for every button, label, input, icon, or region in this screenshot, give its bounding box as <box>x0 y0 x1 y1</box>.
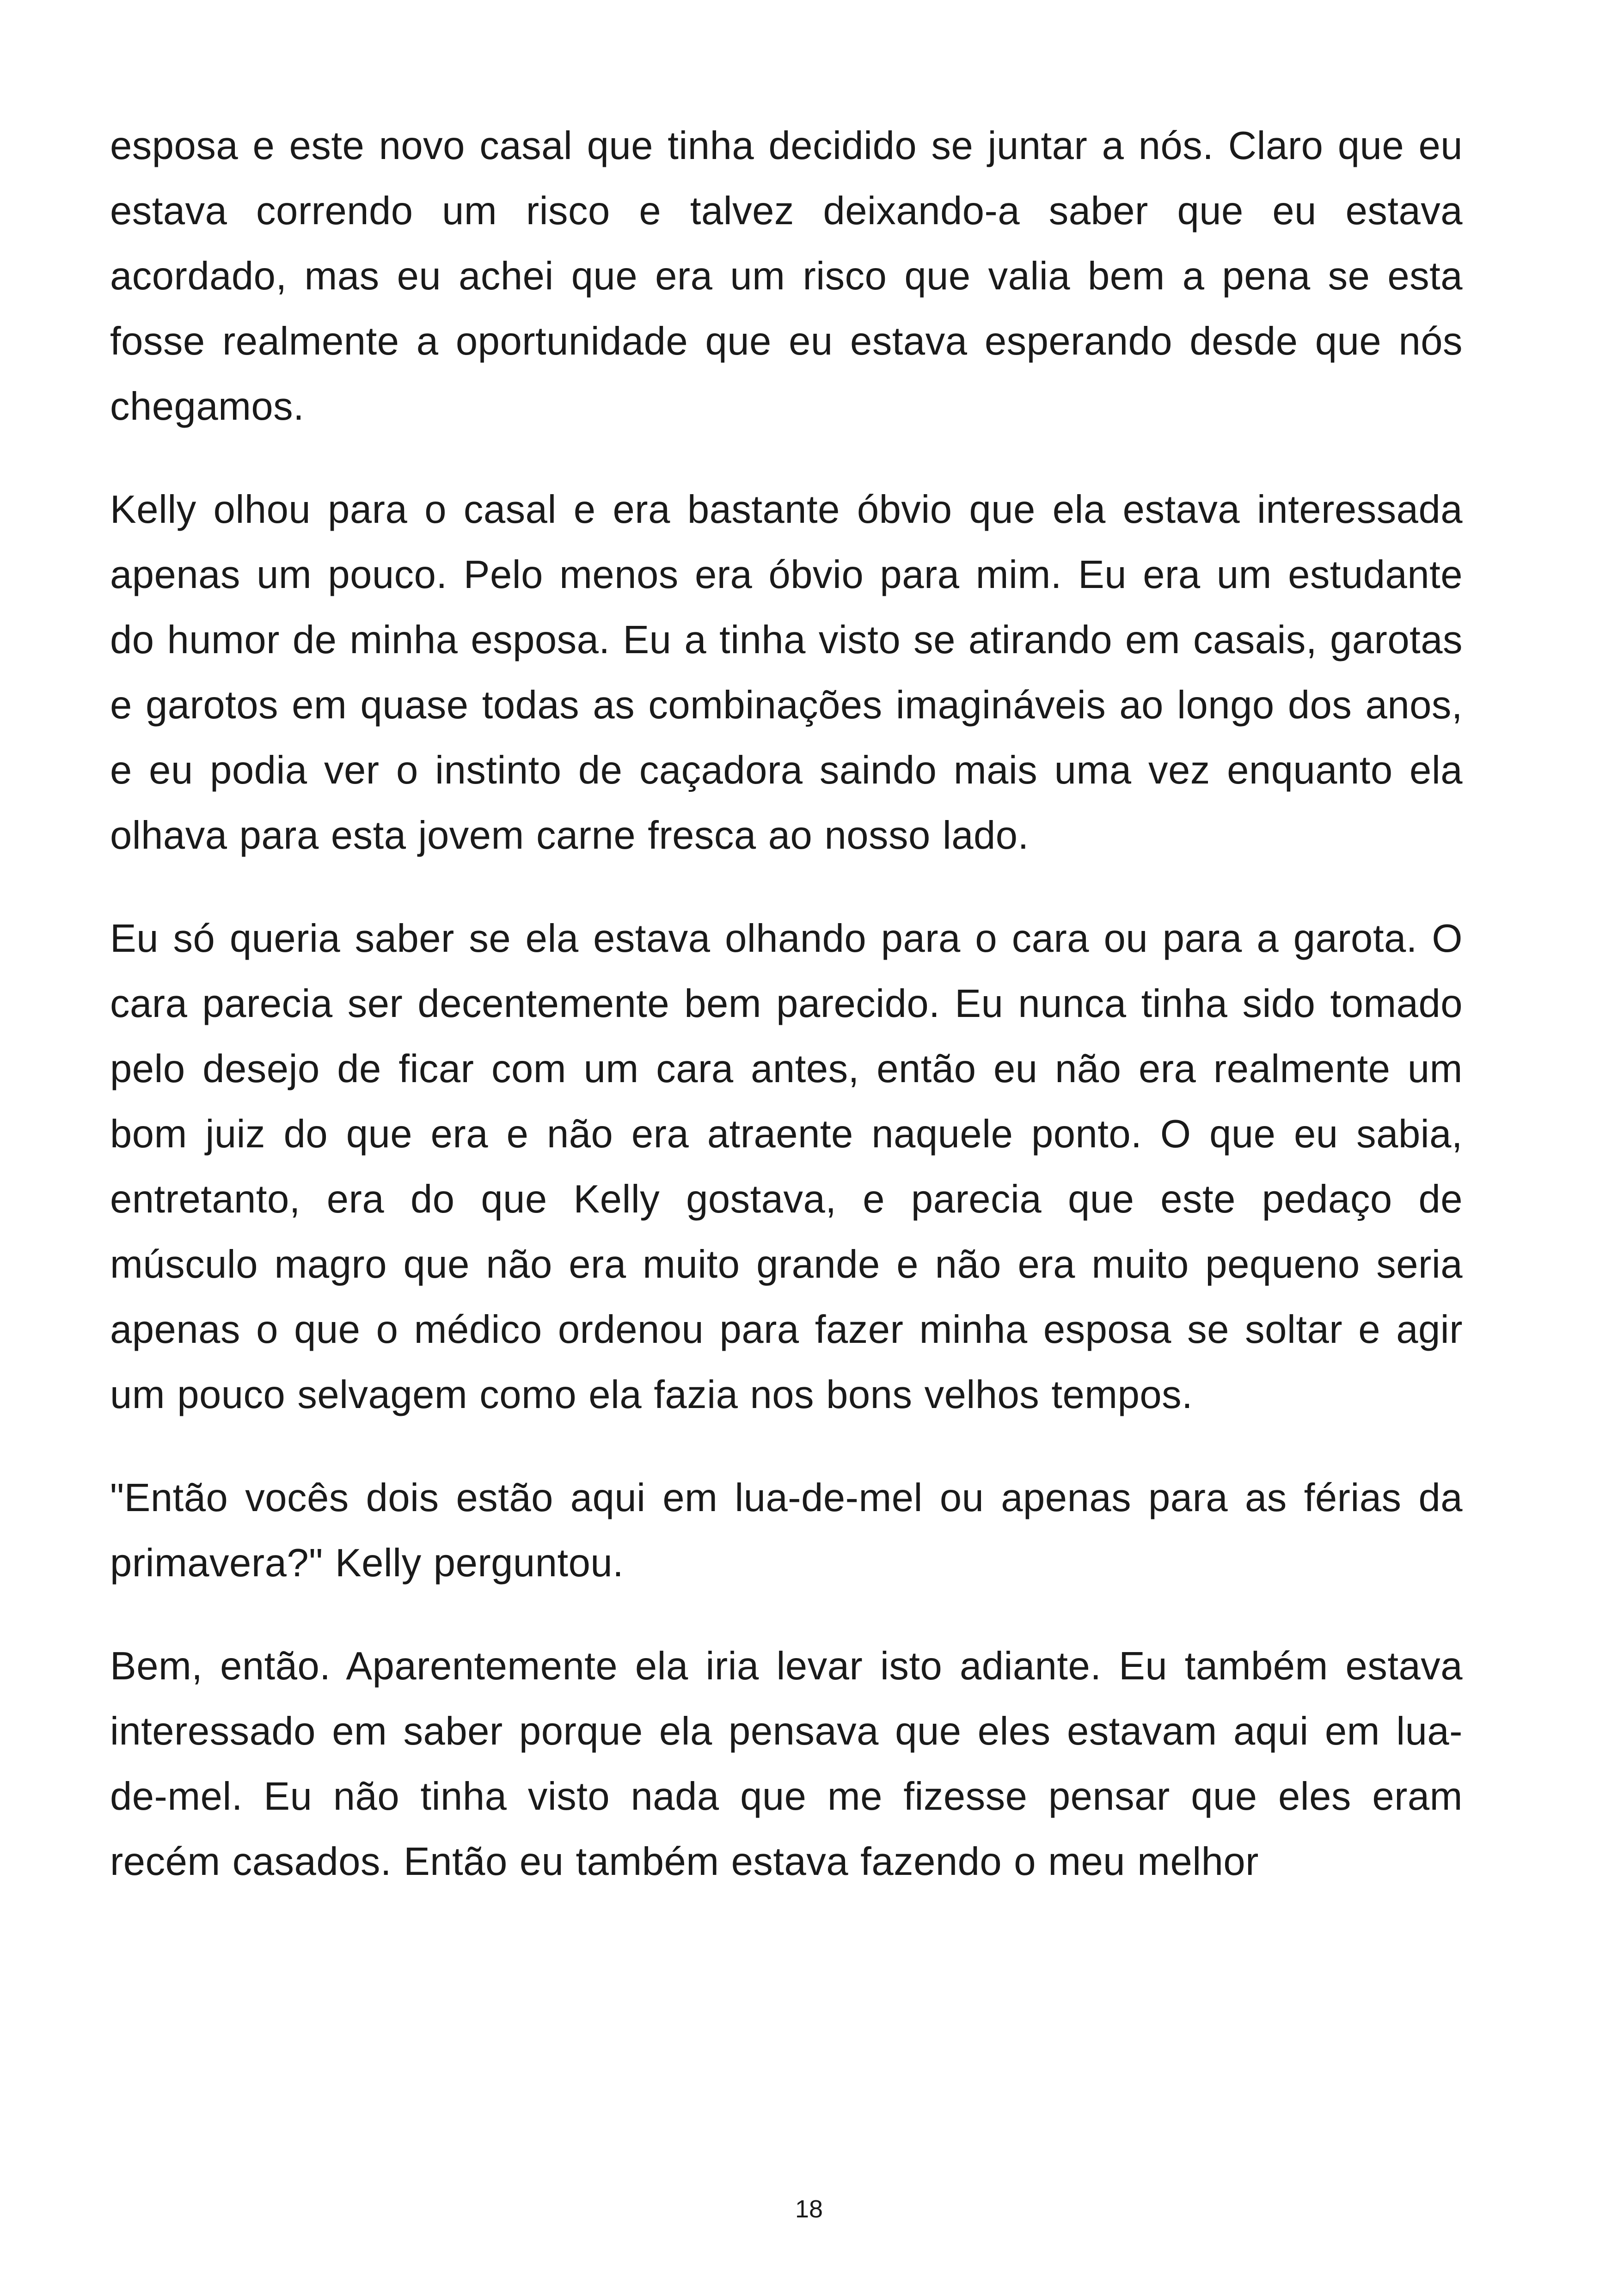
paragraph-3: Eu só queria saber se ela estava olhando para o cara ou para a garota. O cara parecia ser decentemente bem parecido. Eu nunca tinha sido tomado pelo desejo de ficar com um cara antes, então eu não era realmente um bom juiz do que era e não era atraente naquele ponto. O que eu sabia, entretanto, era do que Kelly gostava, e parecia que este pedaço de músculo magro que não era muito grande e não era muito pequeno seria apenas o que o médico ordenou para fazer minha esposa se soltar e agir um pouco selvagem como ela fazia nos bons velhos tempos. <box>110 917 1463 1417</box>
paragraph-4: "Então vocês dois estão aqui em lua-de-mel ou apenas para as férias da primavera?" Kelly perguntou. <box>110 1476 1463 1585</box>
paragraph-2: Kelly olhou para o casal e era bastante óbvio que ela estava interessada apenas um pouco. Pelo menos era óbvio para mim. Eu era um estudante do humor de minha esposa. Eu a tinha visto se atirando em casais, garotas e garotos em quase todas as combinações imagináveis ao longo dos anos, e eu podia ver o instinto de caçadora saindo mais uma vez enquanto ela olhava para esta jovem carne fresca ao nosso lado. <box>110 488 1463 857</box>
paragraph-1: esposa e este novo casal que tinha decidido se juntar a nós. Claro que eu estava correndo um risco e talvez deixando-a saber que eu estava acordado, mas eu achei que era um risco que valia bem a pena se esta fosse realmente a oportunidade que eu estava esperando desde que nós chegamos. <box>110 124 1463 429</box>
paragraph-5: Bem, então. Aparentemente ela iria levar isto adiante. Eu também estava interessado em saber porque ela pensava que eles estavam aqui em lua-de-mel. Eu não tinha visto nada que me fizesse pensar que eles eram recém casados. Então eu também estava fazendo o meu melhor <box>110 1644 1463 1884</box>
body-text <box>110 113 1463 1894</box>
page-number: 18 <box>795 2195 823 2223</box>
